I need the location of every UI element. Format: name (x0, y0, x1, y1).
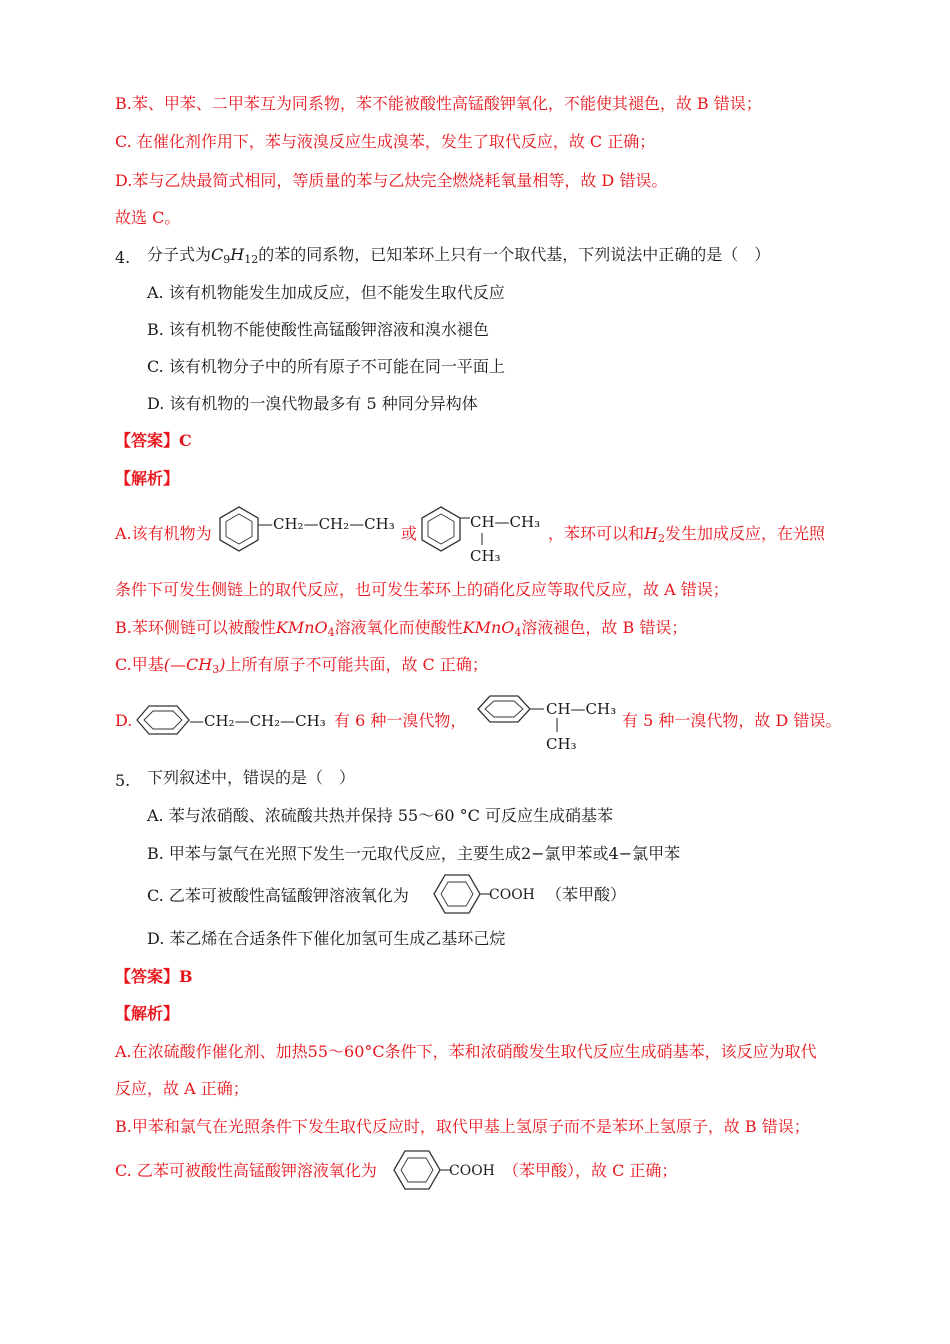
q4-analysis-b-mid: 溶液氧化而使酸性 (334, 618, 463, 637)
q5-option-b-pre: B. 甲苯与氯气在光照下发生一元取代反应，主要生成 (147, 844, 521, 863)
q5-analysis-label: 【解析】 (115, 1004, 180, 1023)
q4-formula-h: H (230, 245, 245, 264)
q5-number: 5. (115, 771, 131, 790)
q4-formula-h-sub: 12 (244, 253, 259, 266)
q5-option-d: D. 苯乙烯在合适条件下催化加氢可生成乙基环己烷 (147, 929, 506, 948)
q4-analysis-b-kmno4-a: KMnO (275, 618, 328, 637)
q5-analysis-c-benzoic-ring-icon (388, 1147, 452, 1197)
q5-option-c-pre: C. 乙苯可被酸性高锰酸钾溶液氧化为 (147, 886, 409, 905)
q5-answer-value: B (179, 967, 193, 986)
q4-analysis-a-h-sub: 2 (657, 532, 665, 545)
q4-analysis-label: 【解析】 (115, 469, 180, 488)
q5-option-b-post: 氯甲苯 (632, 844, 681, 863)
q4-analysis-c-group-close: ) (219, 655, 226, 674)
q5-analysis-c-pre: C. 乙苯可被酸性高锰酸钾溶液氧化为 (115, 1161, 377, 1180)
q4-analysis-a-h: H (644, 524, 658, 543)
q4-analysis-a-prefix: A.该有机物为 (115, 524, 212, 543)
q4-analysis-b (115, 617, 687, 644)
q4-option-b: B. 该有机物不能使酸性高锰酸钾溶液和溴水褪色 (147, 320, 489, 339)
q5-option-c-post: （苯甲酸） (546, 885, 627, 904)
q5-analysis-b: B.甲苯和氯气在光照条件下发生取代反应时，取代甲基上氢原子而不是苯环上氢原子，故 B 错误； (115, 1117, 810, 1136)
q5-answer-label: 【答案】 (115, 967, 180, 986)
q4-analysis-c-pre: C.甲基 (115, 655, 164, 674)
q4-answer-label: 【答案】 (115, 431, 180, 450)
q5-answer (115, 966, 193, 988)
q4-answer (115, 430, 192, 452)
q4-analysis-b-kmno4-a-sub: 4 (327, 626, 335, 639)
prev-explanation-b: B.苯、甲苯、二甲苯互为同系物，苯不能被酸性高锰酸钾氧化，不能使其褪色，故 B 错误； (115, 94, 762, 113)
q4-stem-post: 的苯的同系物，已知苯环上只有一个取代基，下列说法中正确的是（ ） (258, 245, 771, 264)
q4-analysis-a-suffix-pre: ，苯环可以和 (548, 524, 645, 543)
q4-d-propyl-chain: —CH₂—CH₂—CH₃ (189, 712, 326, 730)
q5-analysis-a-post: 条件下，苯和浓硝酸发生取代反应生成硝基苯，该反应为取代 (384, 1042, 817, 1061)
q4-d-cumene-ring-icon (472, 693, 548, 733)
q4-analysis-b-pre: B.苯环侧链可以被酸性 (115, 618, 276, 637)
q4-formula-c-sub: 9 (223, 253, 231, 266)
q5-option-b-2: 2− (520, 844, 545, 863)
q4-d-cumene-ch: CH—CH₃ (546, 700, 617, 718)
q4-propyl-chain: —CH₂—CH₂—CH₃ (258, 515, 395, 533)
prev-explanation-c: C. 在催化剂作用下，苯与液溴反应生成溴苯，发生了取代反应，故 C 正确； (115, 132, 656, 151)
q4-analysis-d-mid: 有 6 种一溴代物， (334, 711, 467, 730)
q5-option-b (147, 843, 680, 865)
q4-cumene-ch: CH—CH₃ (470, 513, 541, 531)
q4-cumene-ring-icon (416, 503, 466, 563)
q4-propylbenzene-ring-icon (214, 503, 264, 563)
q4-analysis-a-or: 或 (401, 524, 418, 543)
q4-analysis-d-prefix: D. (115, 711, 133, 730)
q5-analysis-a-line1 (115, 1041, 817, 1063)
q4-analysis-a-suffix (548, 523, 825, 550)
q4-option-a: A. 该有机物能发生加成反应，但不能发生取代反应 (147, 283, 505, 302)
q4-analysis-c-post: 上所有原子不可能共面，故 C 正确； (225, 655, 488, 674)
q4-analysis-c-group-sub: 3 (212, 663, 220, 676)
q4-formula-c: C (211, 245, 224, 264)
q4-analysis-b-kmno4-b-sub: 4 (514, 626, 522, 639)
q4-analysis-c (115, 654, 488, 681)
q4-analysis-a-suffix-post: 发生加成反应，在光照 (664, 524, 825, 543)
q4-stem (147, 244, 770, 271)
q4-d-cumene-bond-icon (553, 718, 563, 734)
q4-analysis-c-group: (—CH (163, 655, 213, 674)
q4-answer-value: C (179, 431, 192, 450)
q4-cumene-ch3: CH₃ (470, 547, 501, 565)
q4-stem-pre: 分子式为 (147, 245, 212, 264)
q4-d-propylbenzene-ring-icon (131, 702, 197, 742)
prev-explanation-d: D.苯与乙炔最简式相同，等质量的苯与乙炔完全燃烧耗氧量相等，故 D 错误。 (115, 171, 668, 190)
q4-d-cumene-ch3: CH₃ (546, 735, 577, 753)
q5-analysis-a-line2: 反应，故 A 正确； (115, 1079, 249, 1098)
q5-stem: 下列叙述中，错误的是（ ） (147, 768, 356, 787)
q5-analysis-a-temp: 55～60°C (307, 1042, 385, 1061)
q4-analysis-a-line2: 条件下可发生侧链上的取代反应，也可发生苯环上的硝化反应等取代反应，故 A 错误； (115, 580, 729, 599)
q4-number: 4. (115, 248, 131, 267)
q4-analysis-b-kmno4-b: KMnO (462, 618, 515, 637)
q5-analysis-a-pre: A.在浓硫酸作催化剂、加热 (115, 1042, 308, 1061)
q5-option-b-mid: 氯甲苯或 (544, 844, 609, 863)
q4-analysis-d-post: 有 5 种一溴代物，故 D 错误。 (622, 711, 842, 730)
prev-conclusion: 故选 C。 (115, 208, 181, 227)
q5-option-a: A. 苯与浓硝酸、浓硫酸共热并保持 55～60 °C 可反应生成硝基苯 (147, 806, 613, 825)
q4-analysis-b-post: 溶液褪色，故 B 错误； (521, 618, 688, 637)
q5-option-c-cooh: COOH (489, 887, 535, 903)
q5-option-c-benzoic-ring-icon (428, 870, 492, 922)
q5-analysis-c-post: （苯甲酸），故 C 正确； (503, 1161, 678, 1180)
q5-option-b-4: 4− (608, 844, 633, 863)
q4-option-d: D. 该有机物的一溴代物最多有 5 种同分异构体 (147, 394, 478, 413)
q4-option-c: C. 该有机物分子中的所有原子不可能在同一平面上 (147, 357, 505, 376)
q5-analysis-c-cooh: COOH (449, 1163, 495, 1179)
